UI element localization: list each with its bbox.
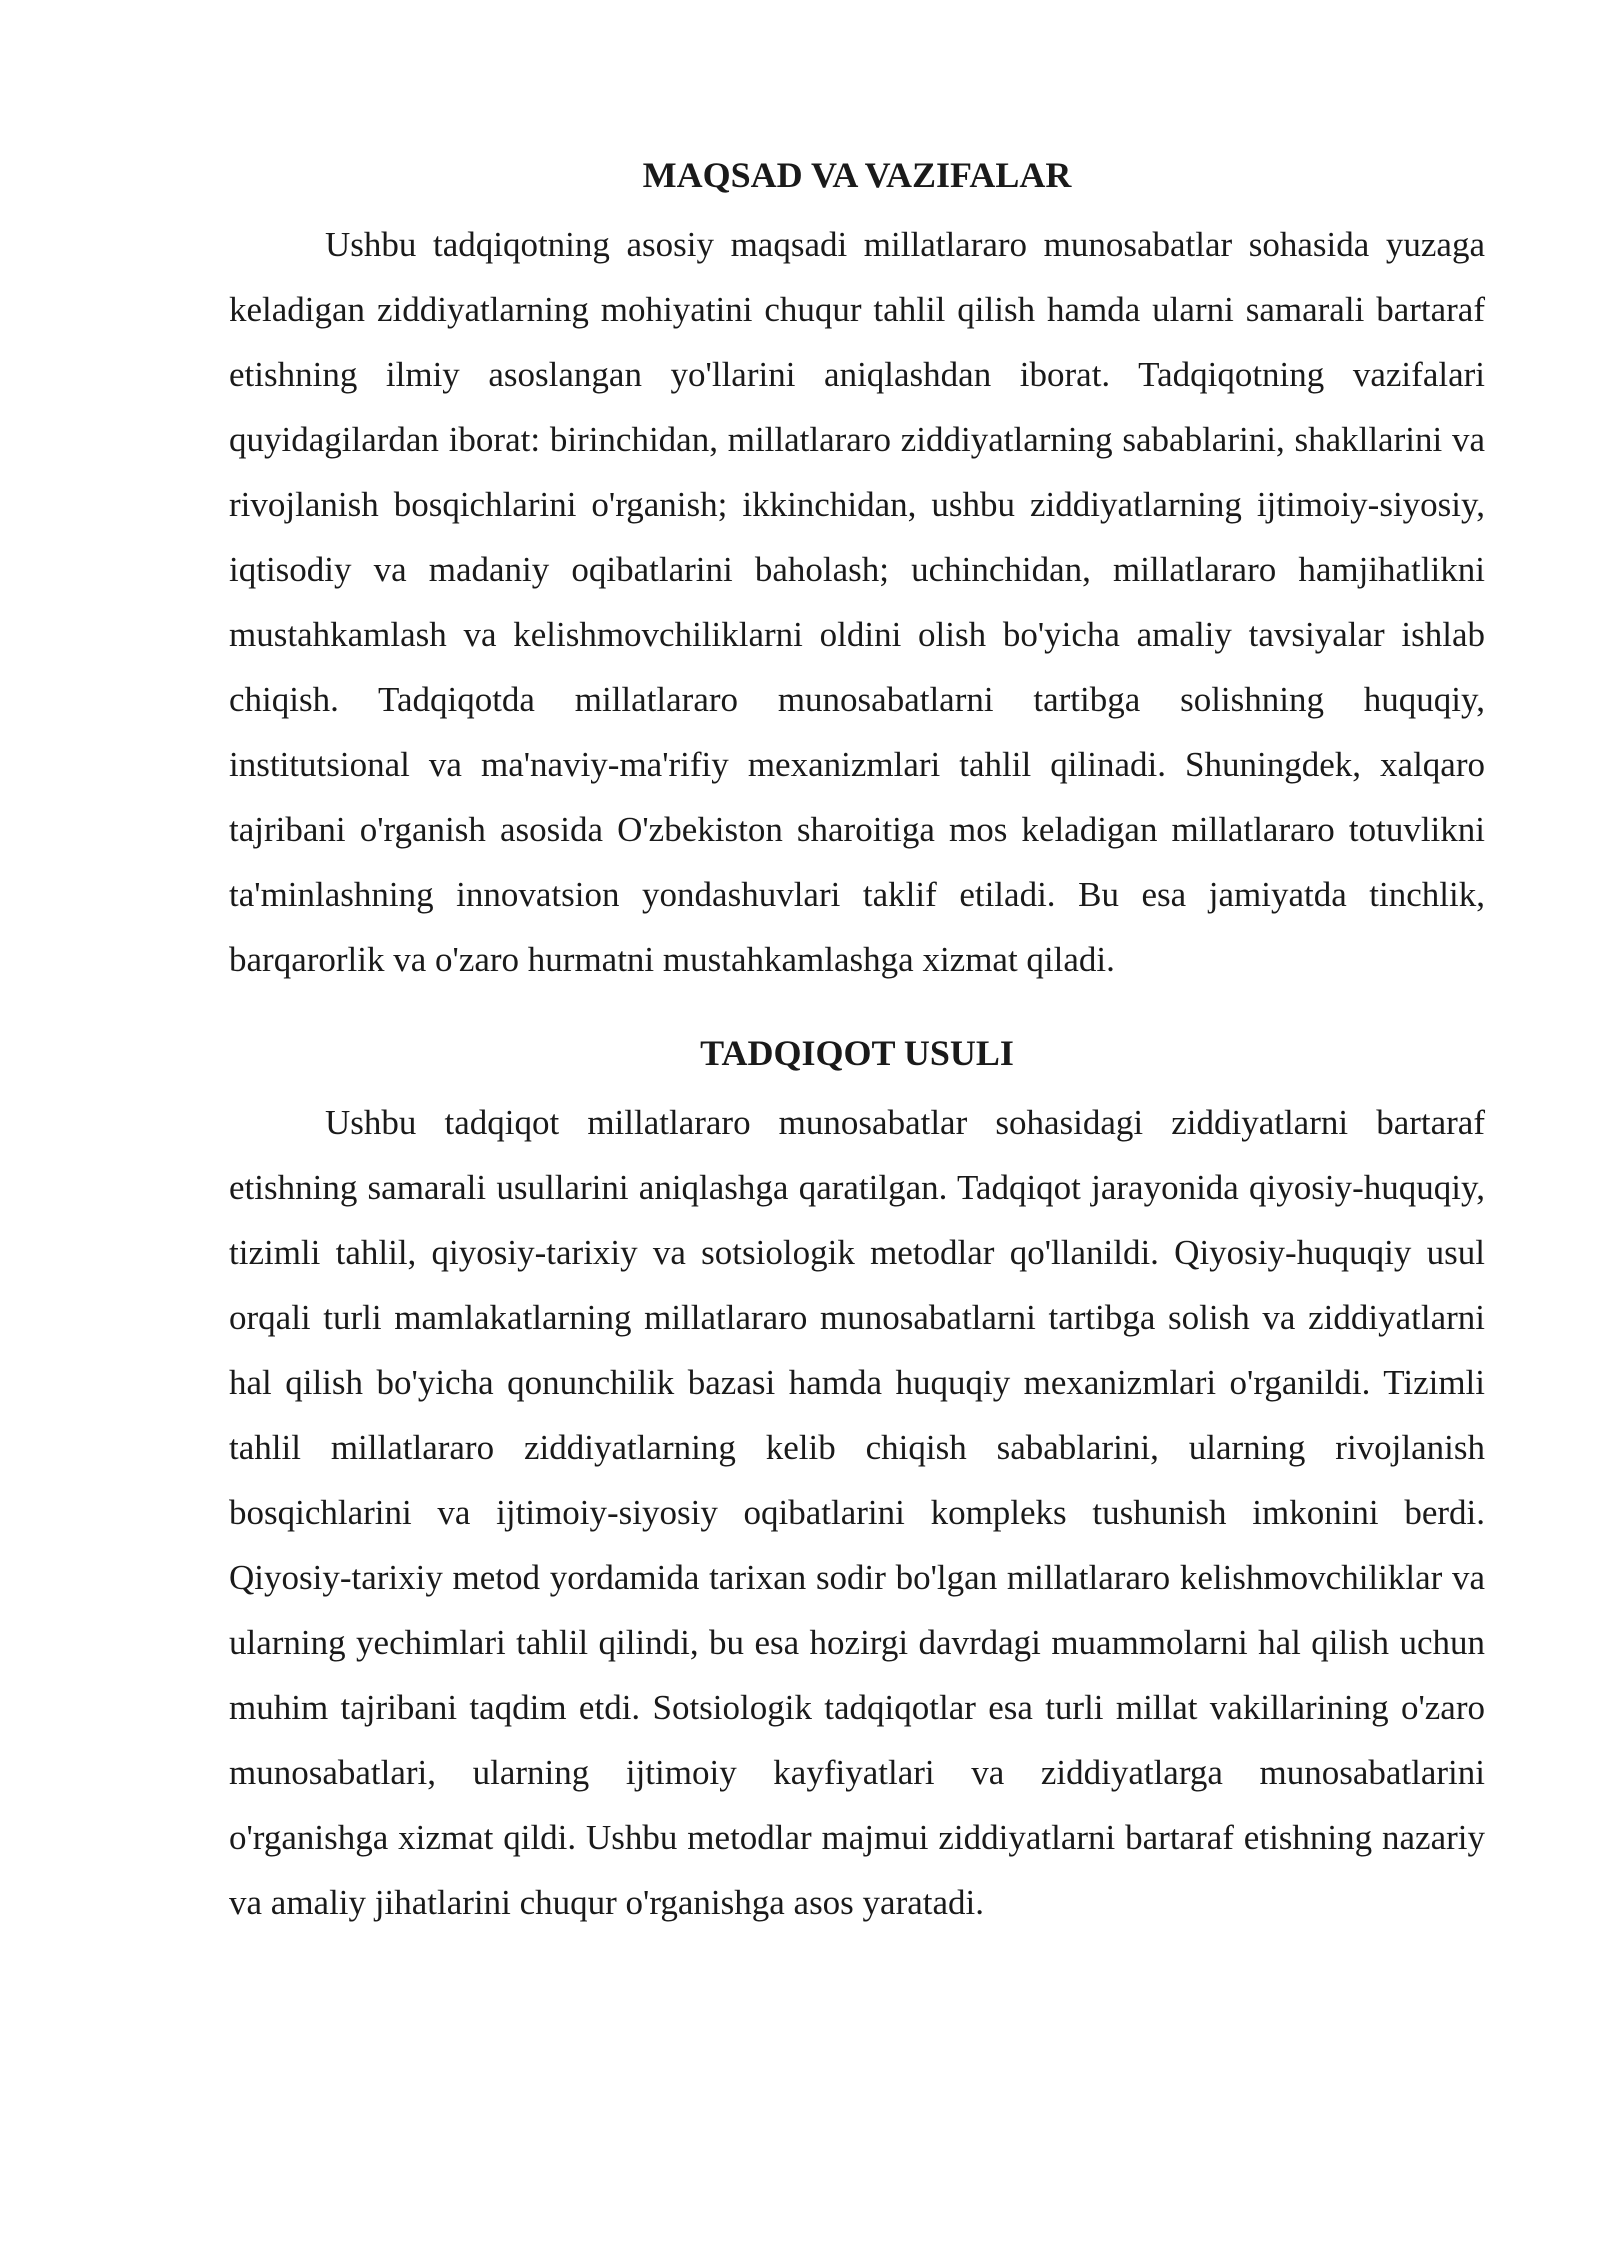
section-paragraph-maqsad: Ushbu tadqiqotning asosiy maqsadi millatlararo munosabatlar sohasida yuzaga keladigan ziddiyatlarning mohiyatini chuqur tahlil qilish hamda ularni samarali bartaraf etishning ilmiy asoslangan yo'llarini aniqlashdan iborat. Tadqiqotning vazifalari quyidagilardan iborat: birinchidan, millatlararo ziddiyatlarning sabablarini, shakllarini va rivojlanish bosqichlarini o'rganish; ikkinchidan, ushbu ziddiyatlarning ijtimoiy-siyosiy, iqtisodiy va madaniy oqibatlarini baholash; uchinchidan, millatlararo hamjihatlikni mustahkamlash va kelishmovchiliklarni oldini olish bo'yicha amaliy tavsiyalar ishlab chiqish. Tadqiqotda millatlararo munosabatlarni tartibga solishning huquqiy, institutsional va ma'naviy-ma'rifiy mexanizmlari tahlil qilinadi. Shuningdek, xalqaro tajribani o'rganish asosida O'zbekiston sharoitiga mos keladigan millatlararo totuvlikni ta'minlashning innovatsion yondashuvlari taklif etiladi. Bu esa jamiyatda tinchlik, barqarorlik va o'zaro hurmatni mustahkamlashga xizmat qiladi. (229, 225, 1485, 979)
document-page (229, 150, 1485, 1935)
section-heading-maqsad: MAQSAD VA VAZIFALAR (642, 155, 1072, 195)
section-paragraph-tadqiqot-usuli: Ushbu tadqiqot millatlararo munosabatlar sohasidagi ziddiyatlarni bartaraf etishning samarali usullarini aniqlashga qaratilgan. Tadqiqot jarayonida qiyosiy-huquqiy, tizimli tahlil, qiyosiy-tarixiy va sotsiologik metodlar qo'llanildi. Qiyosiy-huquqiy usul orqali turli mamlakatlarning millatlararo munosabatlarni tartibga solish va ziddiyatlarni hal qilish bo'yicha qonunchilik bazasi hamda huquqiy mexanizmlari o'rganildi. Tizimli tahlil millatlararo ziddiyatlarning kelib chiqish sabablarini, ularning rivojlanish bosqichlarini va ijtimoiy-siyosiy oqibatlarini kompleks tushunish imkonini berdi. Qiyosiy-tarixiy metod yordamida tarixan sodir bo'lgan millatlararo kelishmovchiliklar va ularning yechimlari tahlil qilindi, bu esa hozirgi davrdagi muammolarni hal qilish uchun muhim tajribani taqdim etdi. Sotsiologik tadqiqotlar esa turli millat vakillarining o'zaro munosabatlari, ularning ijtimoiy kayfiyatlari va ziddiyatlarga munosabatlarini o'rganishga xizmat qildi. Ushbu metodlar majmui ziddiyatlarni bartaraf etishning nazariy va amaliy jihatlarini chuqur o'rganishga asos yaratadi. (229, 1103, 1485, 1922)
section-heading-tadqiqot-usuli: TADQIQOT USULI (700, 1033, 1014, 1073)
